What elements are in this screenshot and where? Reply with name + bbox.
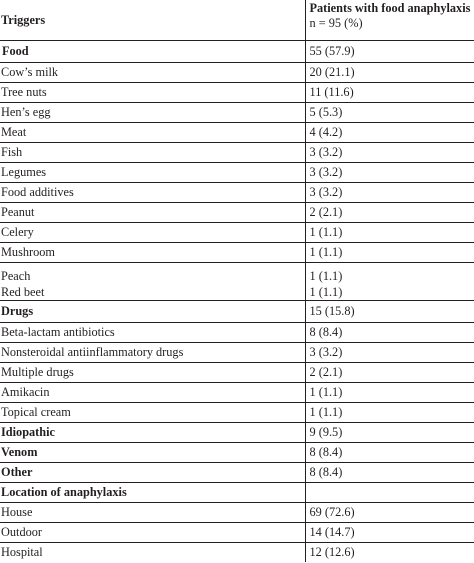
row-value: 1 (1.1)	[305, 383, 474, 403]
row-value: 14 (14.7)	[305, 523, 474, 543]
table-row	[0, 183, 474, 203]
table-row	[0, 143, 474, 163]
row-value: 1 (1.1)	[305, 403, 474, 423]
row-value	[305, 483, 474, 503]
row-label: Meat	[0, 123, 305, 143]
table-row	[0, 223, 474, 243]
row-value: 3 (3.2)	[305, 143, 474, 163]
row-label: Peanut	[0, 203, 305, 223]
table-row	[0, 503, 474, 523]
table-row	[0, 103, 474, 123]
row-value: 8 (8.4)	[305, 443, 474, 463]
row-value: 8 (8.4)	[305, 463, 474, 483]
row-label: Mushroom	[0, 243, 305, 263]
row-label: Location of anaphylaxis	[0, 483, 305, 503]
table-row	[0, 523, 474, 543]
header-patients	[305, 0, 474, 41]
row-value: 8 (8.4)	[305, 323, 474, 343]
row-value: 1 (1.1)	[305, 243, 474, 263]
header-triggers: Triggers	[1, 12, 46, 27]
table-row	[0, 343, 474, 363]
table-row	[0, 301, 474, 323]
row-value: 2 (2.1)	[305, 363, 474, 383]
header-row	[0, 0, 474, 41]
table-row	[0, 443, 474, 463]
row-label: Idiopathic	[0, 423, 305, 443]
row-value: 1 (1.1)	[305, 284, 474, 301]
table-row	[0, 41, 474, 63]
table-row	[0, 363, 474, 383]
row-value: 4 (4.2)	[305, 123, 474, 143]
table-row	[0, 323, 474, 343]
row-label: Venom	[0, 443, 305, 463]
table-row	[0, 423, 474, 443]
row-value: 9 (9.5)	[305, 423, 474, 443]
row-label: Topical cream	[0, 403, 305, 423]
row-value: 55 (57.9)	[305, 41, 474, 63]
row-label: Cow’s milk	[0, 63, 305, 83]
row-label: Outdoor	[0, 523, 305, 543]
header-patients-title: Patients with food anaphylaxis	[309, 1, 471, 15]
row-label: Tree nuts	[0, 83, 305, 103]
header-patients-n: n = 95 (%)	[309, 16, 363, 30]
table-row	[0, 403, 474, 423]
table-row	[0, 203, 474, 223]
row-value: 15 (15.8)	[305, 301, 474, 323]
table-row	[0, 483, 474, 503]
row-label: Food additives	[0, 183, 305, 203]
table-row	[0, 63, 474, 83]
row-value: 3 (3.2)	[305, 183, 474, 203]
table-row	[0, 543, 474, 563]
table-row	[0, 163, 474, 183]
row-value: 11 (11.6)	[305, 83, 474, 103]
table-row	[0, 463, 474, 483]
row-label: Drugs	[0, 301, 305, 323]
row-label: Red beet	[1, 284, 45, 299]
row-label: Food	[0, 41, 305, 63]
row-label: Amikacin	[0, 383, 305, 403]
table-row	[0, 284, 474, 301]
row-label: House	[0, 503, 305, 523]
row-value: 5 (5.3)	[305, 103, 474, 123]
table-row	[0, 83, 474, 103]
row-value: 1 (1.1)	[305, 263, 474, 285]
table-row	[0, 383, 474, 403]
row-label: Fish	[0, 143, 305, 163]
row-label: Hospital	[0, 543, 305, 563]
row-label: Hen’s egg	[0, 103, 305, 123]
row-value: 2 (2.1)	[305, 203, 474, 223]
row-value: 1 (1.1)	[305, 223, 474, 243]
row-label: Beta-lactam antibiotics	[0, 323, 305, 343]
row-value: 3 (3.2)	[305, 163, 474, 183]
row-label: Multiple drugs	[0, 363, 305, 383]
row-value: 20 (21.1)	[305, 63, 474, 83]
row-label: Legumes	[0, 163, 305, 183]
table-row	[0, 123, 474, 143]
row-label: Peach	[0, 263, 305, 285]
row-value: 3 (3.2)	[305, 343, 474, 363]
row-label: Other	[0, 463, 305, 483]
row-value: 69 (72.6)	[305, 503, 474, 523]
row-value: 12 (12.6)	[305, 543, 474, 563]
table-row	[0, 263, 474, 285]
row-label: Celery	[0, 223, 305, 243]
table-row	[0, 243, 474, 263]
row-label: Nonsteroidal antiinflammatory drugs	[0, 343, 305, 363]
